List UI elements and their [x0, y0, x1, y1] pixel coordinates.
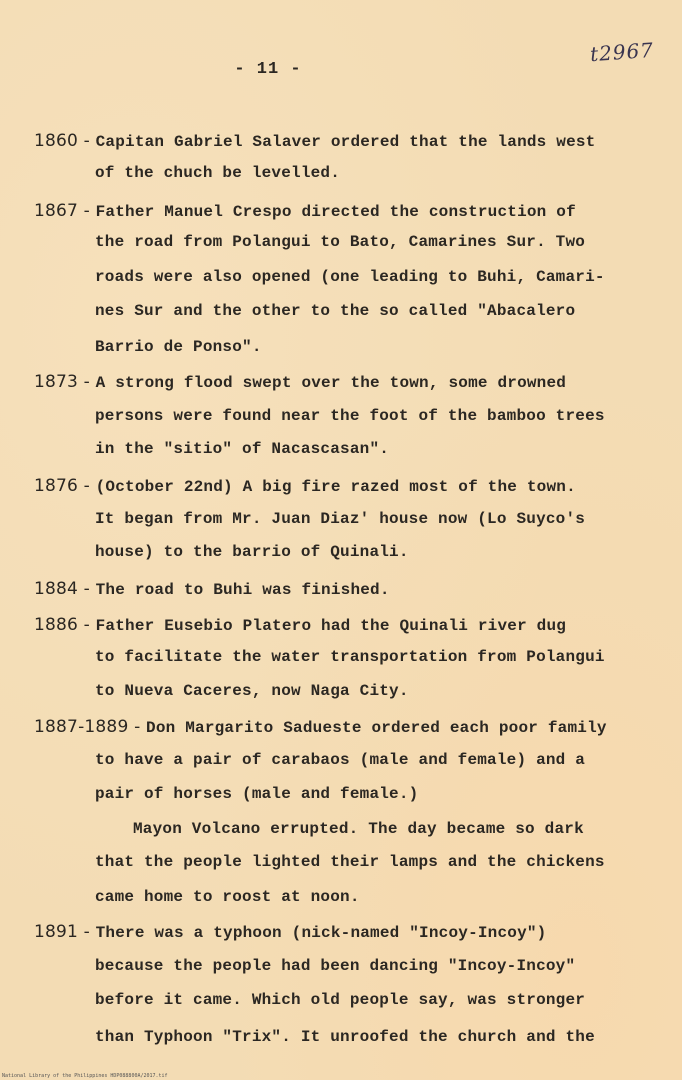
- entry-line: of the chuch be levelled.: [95, 164, 341, 182]
- entry-year: 1891 -: [34, 922, 96, 942]
- entry-line: because the people had been dancing "Incoy-Incoy": [95, 957, 576, 975]
- entry-line: to have a pair of carabaos (male and female) and a: [95, 751, 586, 769]
- entry-line: It began from Mr. Juan Diaz' house now (Lo Suyco's: [95, 510, 586, 528]
- handwritten-archive-mark: t2967: [589, 37, 655, 67]
- entry-text: Don Margarito Sadueste ordered each poor family: [146, 719, 607, 737]
- entry-line: [34, 922, 546, 942]
- entry-line: than Typhoon "Trix". It unroofed the church and the: [95, 1028, 595, 1046]
- entry-text: A strong flood swept over the town, some drowned: [95, 374, 567, 392]
- entry-line: [34, 579, 390, 599]
- entry-text: (October 22nd) A big fire razed most of the town.: [95, 478, 576, 496]
- page-number: - 11 -: [234, 60, 302, 79]
- entry-text: Father Eusebio Platero had the Quinali river dug: [95, 617, 567, 635]
- entry-line: [34, 476, 576, 496]
- entry-line: pair of horses (male and female.): [95, 785, 419, 803]
- entry-text: The road to Buhi was finished.: [95, 581, 390, 599]
- entry-line: Barrio de Ponso".: [95, 338, 262, 356]
- entry-line: to facilitate the water transportation from Polangui: [95, 648, 605, 666]
- entry-line: [34, 717, 607, 737]
- entry-year: 1873 -: [34, 372, 96, 392]
- entry-line: Mayon Volcano errupted. The day became so dark: [133, 820, 584, 838]
- entry-line: before it came. Which old people say, was stronger: [95, 991, 586, 1009]
- footer-credit: National Library of the Philippines HDP088800A/2017.tif: [2, 1073, 168, 1079]
- entry-year: 1876 -: [34, 476, 96, 496]
- entry-line: [34, 131, 596, 151]
- entry-year: 1884 -: [34, 579, 96, 599]
- entry-year: 1886 -: [34, 615, 96, 635]
- entry-line: to Nueva Caceres, now Naga City.: [95, 682, 409, 700]
- entry-year: 1860 -: [34, 131, 96, 151]
- entry-line: [34, 615, 566, 635]
- entry-year: 1887-1889 -: [34, 717, 147, 737]
- entry-line: that the people lighted their lamps and the chickens: [95, 853, 605, 871]
- entry-line: house) to the barrio of Quinali.: [95, 543, 409, 561]
- entry-line: the road from Polangui to Bato, Camarines Sur. Two: [95, 233, 586, 251]
- entry-year: 1867 -: [34, 201, 96, 221]
- entry-text: There was a typhoon (nick-named "Incoy-Incoy"): [95, 924, 547, 942]
- entry-line: roads were also opened (one leading to Buhi, Camari-: [95, 268, 605, 286]
- entry-text: Capitan Gabriel Salaver ordered that the lands west: [95, 133, 596, 151]
- entry-line: in the "sitio" of Nacascasan".: [95, 440, 390, 458]
- entry-line: persons were found near the foot of the bamboo trees: [95, 407, 605, 425]
- entry-line: [34, 201, 576, 221]
- entry-text: Father Manuel Crespo directed the construction of: [95, 203, 576, 221]
- entry-line: [34, 372, 566, 392]
- entry-line: nes Sur and the other to the so called "Abacalero: [95, 302, 576, 320]
- entry-line: came home to roost at noon.: [95, 888, 360, 906]
